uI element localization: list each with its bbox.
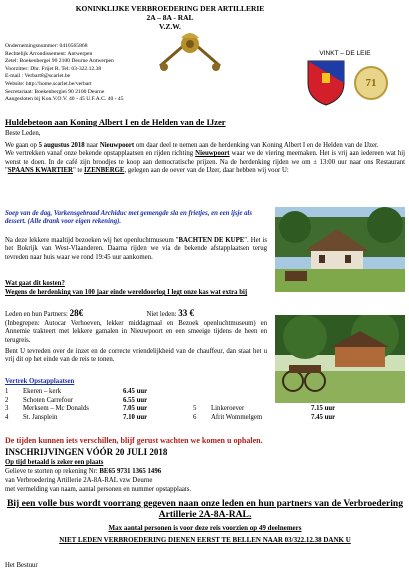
table-row: 2 Schoten Carrefour 6.55 uur [5,396,148,404]
contact-email: E-mail : Verbart8@scarlet.be [5,73,71,80]
contact-block [5,43,195,104]
signoff: Het Bestuur [5,562,38,569]
members-price: 28€ [69,308,84,318]
org-legal-form: V.Z.W. [159,22,181,31]
registration-heading: INSCHRIJVINGEN VÓÓR 20 JULI 2018 [5,447,168,457]
account-number: BE65 9731 1365 1496 [99,468,162,475]
departures-table [5,388,385,422]
priority-notice: Bij een volle bus wordt voorrang gegeven naan onze leden en hun partners van de Verbroedering Artillerie 2A-8A-RAL. [6,498,404,520]
non-member-notice: NIET LEDEN VERBROEDERING DIENEN EERST TE BELLEN NAAR 03/322.12.38 DANK U [59,536,351,544]
contact-line: Voorzitter: Dhr. Frijet R. Tel: 03-322.12.38 [5,65,102,72]
table-row: 4 St. Jansplein 7.10 uur 6 Afrit Wommelgem 7.45 uur [5,413,336,421]
contact-line: Aangesloten bij Kon.V.O.V. 40 - 45 U.F.A.C. 40 - 45 [5,96,124,103]
payment-line: Gelieve te storten op rekening Nr: BE65 9731 1365 1496 [5,468,162,475]
payment-reference: met vermelding van naam, aantal personen en nummer opstapplaats. [5,486,192,493]
contact-line: Secretariaat: Boekenbergiei 90 2100 Deurne [5,88,105,95]
medal-number: 71 [365,77,377,89]
cost-subheading: Wegens de herdenking van 100 jaar einde wereldoorlog I legt onze kas wat extra bij [5,289,248,296]
org-header [30,4,310,31]
times-notice: De tijden kunnen iets verschillen, blijf gerust wachten we komen u ophalen. [5,436,263,445]
menu-text: Soep van de dag, Varkensgebraad Archiduc met gemengde sla en frietjes, en een ijsje als dessert. (Alle drank voor eigen rekening). [5,210,253,226]
org-units: 2A – 8A - RAL [146,13,194,22]
page-title: Huldebetoon aan Koning Albert I en de Helden van de IJzer [5,117,226,127]
greeting: Beste Leden, [5,130,41,137]
cost-heading: Wat gaat dit kosten? [5,280,65,287]
price-line: Leden en hun Partners: 28€ Niet leden: 33 € [5,308,194,318]
contact-website: Website: http://home.scarlet.be/verbart [5,80,92,87]
intro-text: We gaan op 5 augustus 2018 naar Nieuwpoort om daar deel te nemen aan de herdenking van Koning Albert I en de Helden van de IJzer. We vertrekken vanaf onze bekende opstapplaatsen en rijden richting Nieuwpoort waar we de viering meemaken. Het is vrij aan iedereen wat hij wenst te doen. In de café zijn broodjes te koop aan democratische prijzen. Na de herdenking rijden we om ± 13:00 uur naar ons Restaurant "SPAANS KWARTIER" te IZENBERGE, gelegen aan de oever van de IJzer, daar hebben wij voor U: [5,142,405,175]
contact-line: Rechtelijk Arrondissement: Antwerpen [5,50,93,57]
max-participants: Max aantal personen is voor deze reis voorzien op 49 deelnemers [108,524,302,532]
table-row: 3 Merksem – Mc Donalds 7.05 uur 5 Linkeroever 7.15 uur [5,405,336,413]
table-row: 1 Ekeren – kerk 6.45 uur [5,388,148,395]
logo-banner: VINKT – DE LEIE [319,50,371,57]
medal-icon [354,66,388,100]
org-name: KONINKLIJKE VERBROEDERING DER ARTILLERIE [75,4,265,13]
departures-heading: Vertrek Opstapplaatsen [5,378,75,385]
contact-line: Zetel: Boekenbergei 90 2100 Deurne Antwerpen [5,58,114,65]
visit-text: Na deze lekkere maaltijd bezoeken wij het openluchtmuseum "BACHTEN DE KUPE". Het is het Bokrijk van West-Vlaanderen. Daarna rijden we via de bekende afstapplaatsen terug tevreden naar huis waar we rond 19:45 uur aankomen. [5,237,267,261]
registration-sub: Op tijd betaald is zeker een plaats [5,459,104,466]
cost-included: (Inbegrepen: Autocar Verhoeven, lekker middagmaal en Bezoek openluchtmuseum) en Annemie trakteert met lekkere gamalen in Nieuwpoort en een smeeige tijdens de heen en terugreis. [5,320,267,344]
payment-beneficiary: van Verbroedering Artillerie 2A-8A-RAL vzw Deurne [5,477,153,484]
driver-thanks: Bent U tevreden over de inzet en de correcte vriendelijkheid van de chauffeur, dan staat het u vrij dit op het einde van de reis te tonen. [5,348,267,364]
contact-line: Ondernemingsnummer: 0410565868 [5,43,88,49]
museum-photo-farmhouse [275,207,405,292]
nonmembers-price: 33 € [178,308,194,318]
vinkt-de-leie-logo [300,50,390,108]
